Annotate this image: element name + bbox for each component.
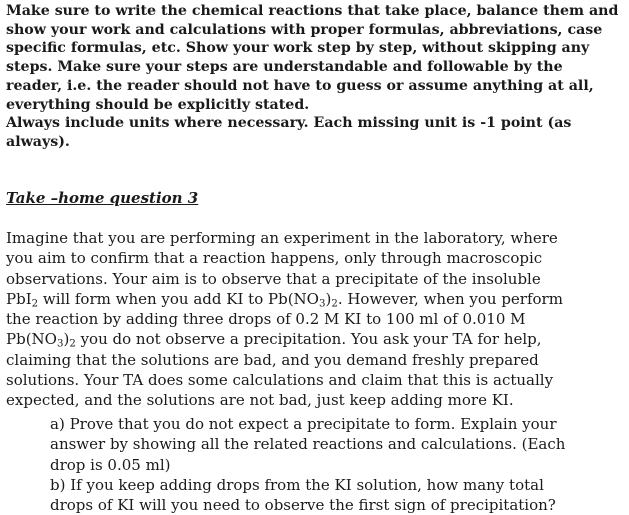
- problem-text: ): [325, 289, 332, 308]
- units-notice: Always include units where necessary. Each missing unit is -1 point (as always).: [6, 115, 572, 150]
- problem-text: you do not observe a precipitation. You ask your TA for help, claiming that the solutions are bad, and you demand freshly prepared solutions. Your TA does some calculations and claim that this is actually expected, and the solutions are not bad, just keep adding more KI.: [6, 330, 554, 410]
- question-heading: Take –home question 3: [6, 189, 199, 207]
- subscript: 3: [318, 298, 326, 310]
- question-b: b) If you keep adding drops from the KI solution, how many total drops of KI will you need to observe the first sign of precipitation?: [50, 475, 556, 515]
- instructions-paragraph: Make sure to write the chemical reactions that take place, balance them and show your work and calculations with proper formulas, abbreviations, case specific formulas, etc. Show your work step by step, without skipping any steps. Make sure your steps are understandable and followable by the reader, i.e. the reader should not have to guess or assume anything at all, everything should be explicitly stated.: [6, 3, 619, 113]
- subscript: 2: [31, 298, 39, 310]
- problem-text: Imagine that you are performing an experiment in the laboratory, where you aim to confirm that a reaction happens, only through macroscopic observations. Your aim is to observe that a precipitate of the insoluble PbI: [6, 229, 558, 308]
- instructions-block: [6, 2, 623, 152]
- subscript: 2: [331, 298, 338, 310]
- subscript: 3: [56, 339, 64, 351]
- problem-text: . However, when you perform the reaction by adding three drops of 0.2 M KI to 100 ml of 0.010 M Pb(NO: [6, 289, 563, 349]
- problem-statement: [6, 228, 566, 411]
- subscript: 2: [69, 339, 76, 351]
- question-a: a) Prove that you do not expect a precipitate to form. Explain your answer by showing all the related reactions and calculations. (Each drop is 0.05 ml): [50, 415, 566, 474]
- sub-questions: [50, 414, 570, 515]
- problem-text: will form when you add KI to Pb(NO: [38, 289, 319, 308]
- problem-text: ): [63, 330, 70, 349]
- document: [6, 2, 623, 515]
